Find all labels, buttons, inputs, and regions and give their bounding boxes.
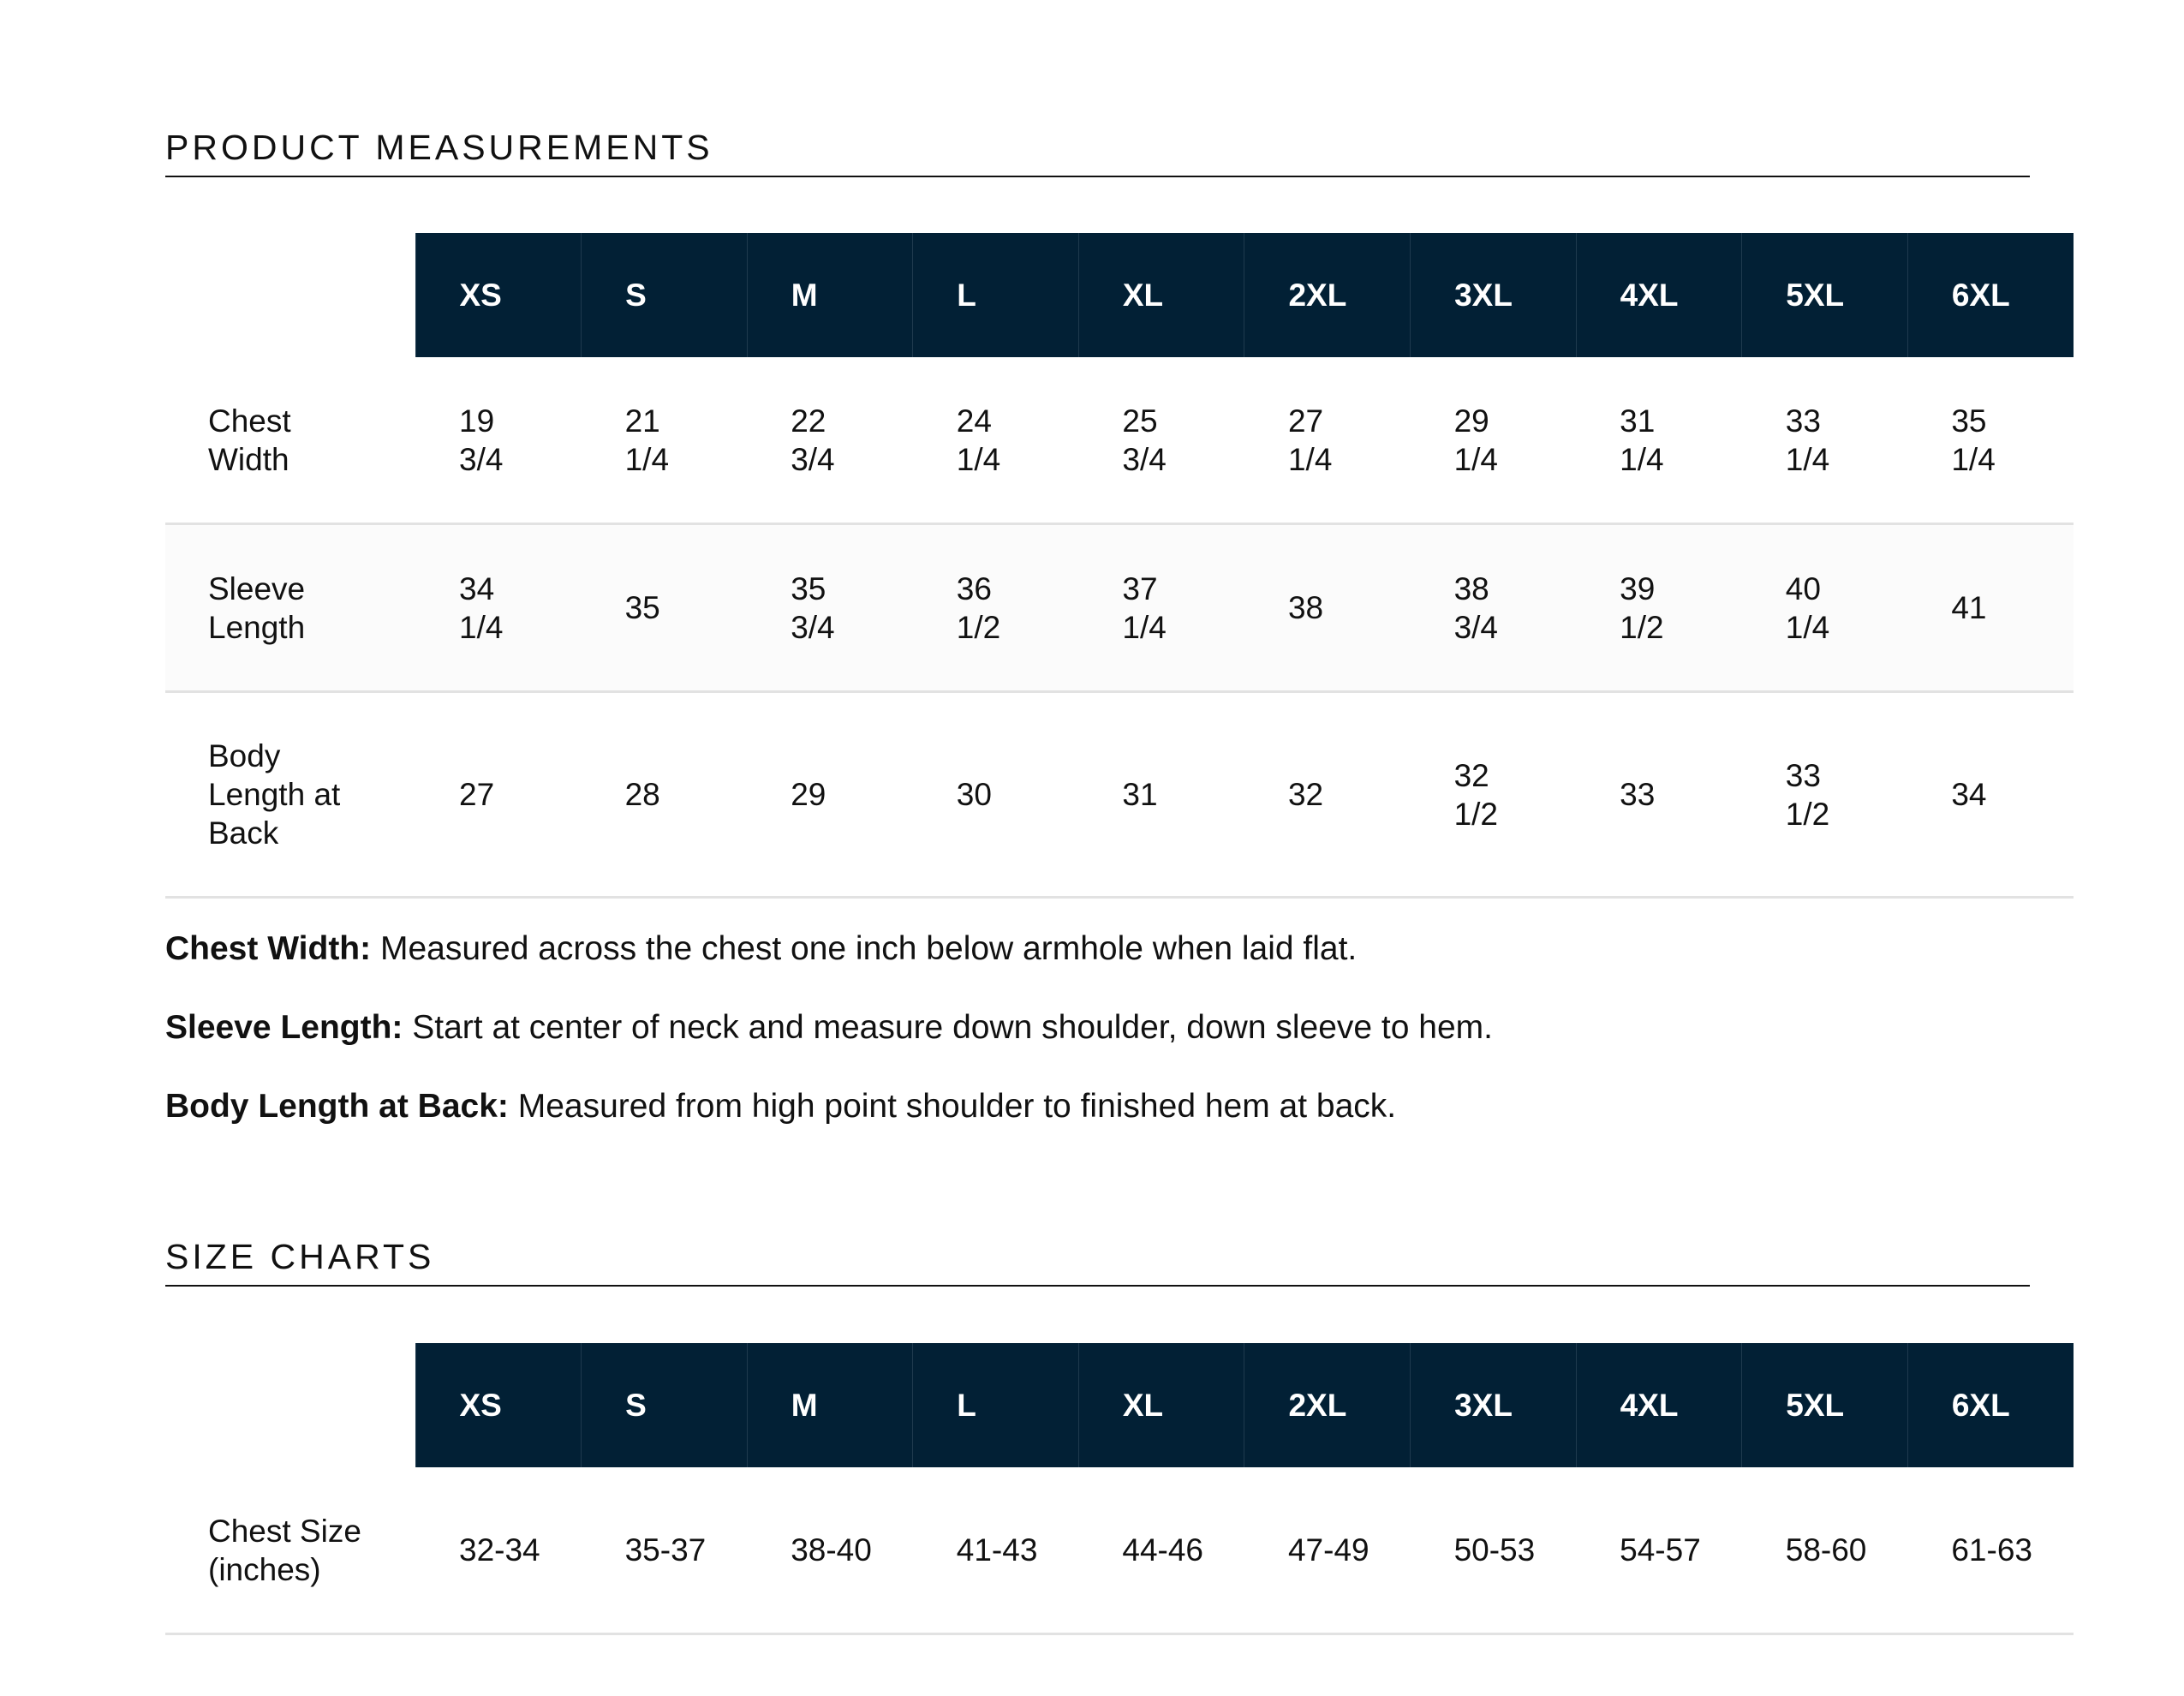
table-cell: 22 3/4 bbox=[747, 357, 913, 524]
size-header: L bbox=[913, 233, 1079, 357]
size-header: XS bbox=[415, 1343, 582, 1467]
size-header: 4XL bbox=[1576, 233, 1742, 357]
body-length-note bbox=[165, 1087, 2050, 1126]
table-cell: 29 bbox=[747, 692, 913, 898]
size-header: XL bbox=[1078, 233, 1244, 357]
table-cell: 31 bbox=[1078, 692, 1244, 898]
size-header-row bbox=[165, 1343, 2074, 1467]
table-cell: 32-34 bbox=[415, 1467, 582, 1634]
table-cell: 47-49 bbox=[1244, 1467, 1411, 1634]
table-cell: 38 3/4 bbox=[1411, 524, 1577, 692]
row-label: Chest Width bbox=[165, 357, 415, 524]
product-measurements-heading: PRODUCT MEASUREMENTS bbox=[165, 130, 2030, 177]
size-header: M bbox=[747, 1343, 913, 1467]
size-header: 5XL bbox=[1742, 1343, 1908, 1467]
table-cell: 35 bbox=[582, 524, 748, 692]
table-cell: 36 1/2 bbox=[913, 524, 1079, 692]
table-cell: 35 1/4 bbox=[1907, 357, 2074, 524]
table-cell: 31 1/4 bbox=[1576, 357, 1742, 524]
table-cell: 33 1/4 bbox=[1742, 357, 1908, 524]
table-cell: 38 bbox=[1244, 524, 1411, 692]
table-cell: 27 1/4 bbox=[1244, 357, 1411, 524]
table-cell: 35-37 bbox=[582, 1467, 748, 1634]
table-cell: 19 3/4 bbox=[415, 357, 582, 524]
table-cell: 35 3/4 bbox=[747, 524, 913, 692]
size-header: S bbox=[582, 233, 748, 357]
header-corner bbox=[165, 233, 415, 357]
size-chart-table bbox=[165, 1343, 2074, 1635]
row-label: Body Length at Back bbox=[165, 692, 415, 898]
product-measurements-table bbox=[165, 233, 2074, 899]
header-corner bbox=[165, 1343, 415, 1467]
size-header: 4XL bbox=[1576, 1343, 1742, 1467]
size-header: M bbox=[747, 233, 913, 357]
chest-size-row bbox=[165, 1467, 2074, 1634]
table-cell: 41 bbox=[1907, 524, 2074, 692]
sleeve-length-row bbox=[165, 524, 2074, 692]
measurement-notes bbox=[165, 929, 2050, 1166]
table-cell: 25 3/4 bbox=[1078, 357, 1244, 524]
size-header: 3XL bbox=[1411, 233, 1577, 357]
size-header-row bbox=[165, 233, 2074, 357]
table-cell: 37 1/4 bbox=[1078, 524, 1244, 692]
chest-width-note bbox=[165, 929, 2050, 969]
table-cell: 40 1/4 bbox=[1742, 524, 1908, 692]
size-header: 2XL bbox=[1244, 233, 1411, 357]
size-header: 6XL bbox=[1907, 233, 2074, 357]
note-text: Measured across the chest one inch below armhole when laid flat. bbox=[371, 930, 1358, 967]
table-cell: 33 bbox=[1576, 692, 1742, 898]
size-header: S bbox=[582, 1343, 748, 1467]
table-cell: 50-53 bbox=[1411, 1467, 1577, 1634]
note-term: Body Length at Back: bbox=[165, 1088, 509, 1125]
size-header: XS bbox=[415, 233, 582, 357]
table-cell: 28 bbox=[582, 692, 748, 898]
note-term: Sleeve Length: bbox=[165, 1009, 403, 1046]
table-cell: 34 bbox=[1907, 692, 2074, 898]
table-cell: 21 1/4 bbox=[582, 357, 748, 524]
note-text: Measured from high point shoulder to finished hem at back. bbox=[508, 1088, 1397, 1125]
table-cell: 29 1/4 bbox=[1411, 357, 1577, 524]
note-text: Start at center of neck and measure down shoulder, down sleeve to hem. bbox=[403, 1009, 1493, 1046]
size-header: 6XL bbox=[1907, 1343, 2074, 1467]
table-cell: 54-57 bbox=[1576, 1467, 1742, 1634]
note-term: Chest Width: bbox=[165, 930, 372, 967]
table-cell: 41-43 bbox=[913, 1467, 1079, 1634]
row-label: Sleeve Length bbox=[165, 524, 415, 692]
size-header: 5XL bbox=[1742, 233, 1908, 357]
table-cell: 38-40 bbox=[747, 1467, 913, 1634]
table-cell: 24 1/4 bbox=[913, 357, 1079, 524]
size-charts-heading: SIZE CHARTS bbox=[165, 1239, 2030, 1287]
size-header: 2XL bbox=[1244, 1343, 1411, 1467]
sleeve-length-note bbox=[165, 1008, 2050, 1048]
table-cell: 33 1/2 bbox=[1742, 692, 1908, 898]
table-cell: 30 bbox=[913, 692, 1079, 898]
chest-width-row bbox=[165, 357, 2074, 524]
table-cell: 34 1/4 bbox=[415, 524, 582, 692]
table-cell: 27 bbox=[415, 692, 582, 898]
table-cell: 61-63 bbox=[1907, 1467, 2074, 1634]
table-cell: 32 1/2 bbox=[1411, 692, 1577, 898]
row-label: Chest Size (inches) bbox=[165, 1467, 415, 1634]
table-cell: 58-60 bbox=[1742, 1467, 1908, 1634]
table-cell: 39 1/2 bbox=[1576, 524, 1742, 692]
table-cell: 32 bbox=[1244, 692, 1411, 898]
size-header: 3XL bbox=[1411, 1343, 1577, 1467]
size-header: XL bbox=[1078, 1343, 1244, 1467]
size-header: L bbox=[913, 1343, 1079, 1467]
body-length-row bbox=[165, 692, 2074, 898]
table-cell: 44-46 bbox=[1078, 1467, 1244, 1634]
